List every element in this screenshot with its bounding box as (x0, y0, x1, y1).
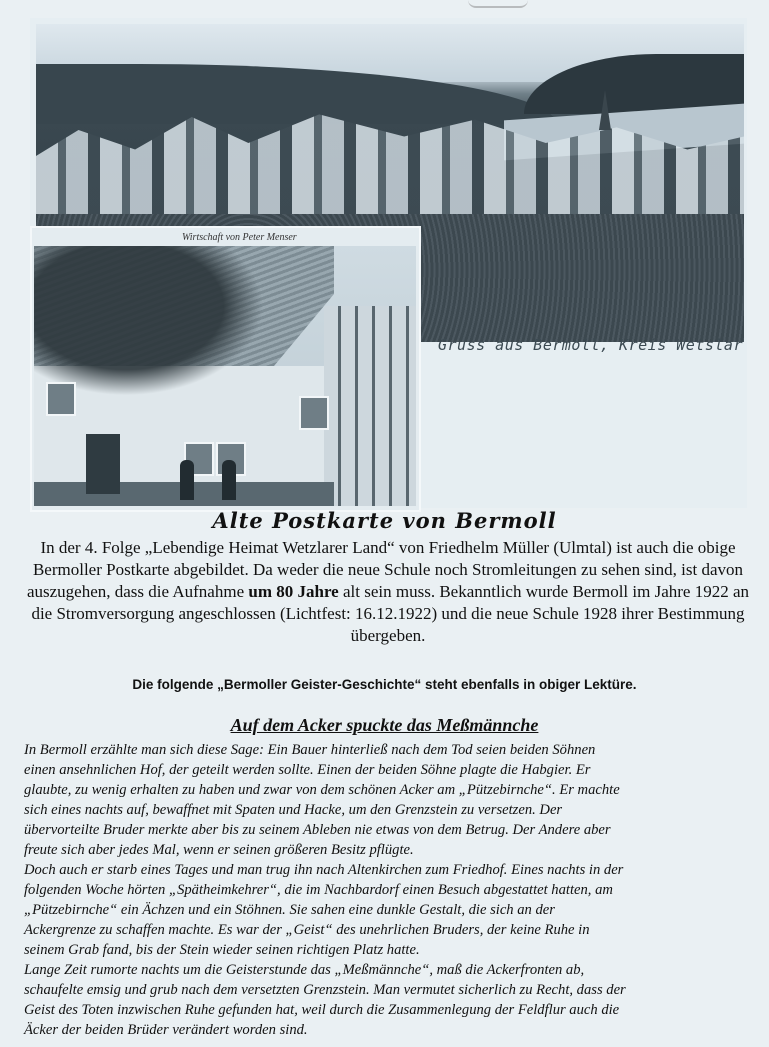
story-line: Ackergrenze zu schaffen machte. Es war der „Geist“ des unehrlichen Bruders, der keine Ruhe in (24, 922, 590, 938)
note-line: Die folgende „Bermoller Geister-Geschichte“ steht ebenfalls in obiger Lektüre. (132, 677, 637, 692)
postcard-greeting: Gruss aus Bermoll, Kreis Wetslar (438, 336, 743, 354)
story-line: einen ansehnlichen Hof, der geteilt werden sollte. Einen der beiden Söhne plagte die Habgier. Er (24, 762, 591, 778)
story-text (24, 740, 752, 1040)
story-line: freute sich aber jedes Mal, wenn er seinen größeren Besitz pflügte. (24, 842, 414, 858)
story-line: Äcker der beiden Brüder verändert worden sind. (24, 1022, 308, 1038)
intro-paragraph (24, 537, 752, 647)
story-line: übervorteilte Bruder merkte aber bis zu seinem Ableben nie etwas von dem Betrug. Der Andere aber (24, 822, 611, 838)
intro-text-2: alt sein muss. Bekanntlich wurde Bermoll im Jahre 1922 an die Stromversorgung angeschlossen (Lichtfest: 16.12.1922) und die neue Schule 1928 ihrer Bestimmung übergeben. (31, 582, 750, 645)
story-line: sich eines nachts auf, bewaffnet mit Spaten und Hacke, um den Grenzstein zu versetzen. Der (24, 802, 563, 818)
page-edge-mark (468, 0, 528, 8)
intro-bold: um 80 Jahre (248, 582, 339, 601)
postcard-image (30, 18, 747, 508)
inn-photo-inset (30, 226, 421, 512)
story-line: Geist des Toten inzwischen Ruhe gefunden hat, weil durch die Zusammenlegung der Feldflur auch die (24, 1002, 620, 1018)
story-line: In Bermoll erzählte man sich diese Sage: Ein Bauer hinterließ nach dem Tod seien beiden Söhnen (24, 742, 596, 758)
story-title: Auf dem Acker spuckte das Meßmännche (230, 715, 539, 735)
story-line: schaufelte emsig und grub nach dem versetzten Grenzstein. Man vermutet sicherlich zu Recht, dass der (24, 982, 626, 998)
page-title: Alte Postkarte von Bermoll (212, 508, 557, 533)
story-line: glaubte, zu wenig erhalten zu haben und zwar von dem schönen Acker am „Pützebirnche“. Er machte (24, 782, 620, 798)
story-line: „Pützebirnche“ ein Ächzen und ein Stöhnen. Sie sahen eine dunkle Gestalt, die sich an der (24, 902, 555, 918)
story-line: Lange Zeit rumorte nachts um die Geisterstunde das „Meßmännche“, maß die Ackerfronten ab, (24, 962, 585, 978)
story-line: folgenden Woche hörten „Spätheimkehrer“, die im Nachbardorf einen Besuch abgestattet hatten, am (24, 882, 613, 898)
story-line: seinem Grab fand, bis der Stein wieder seinen richtigen Platz hatte. (24, 942, 420, 958)
intro-text-1: In der 4. Folge „Lebendige Heimat Wetzlarer Land“ von Friedhelm Müller (Ulmtal) ist auch die obige Bermoller Postkarte abgebildet. Da weder die neue Schule noch Stromleitungen zu sehen sind, ist davon auszugehen, dass die Aufnahme (26, 538, 744, 601)
inset-caption: Wirtschaft von Peter Menser (182, 232, 297, 243)
story-line: Doch auch er starb eines Tages und man trug ihn nach Altenkirchen zum Friedhof. Eines nachts in der (24, 862, 624, 878)
